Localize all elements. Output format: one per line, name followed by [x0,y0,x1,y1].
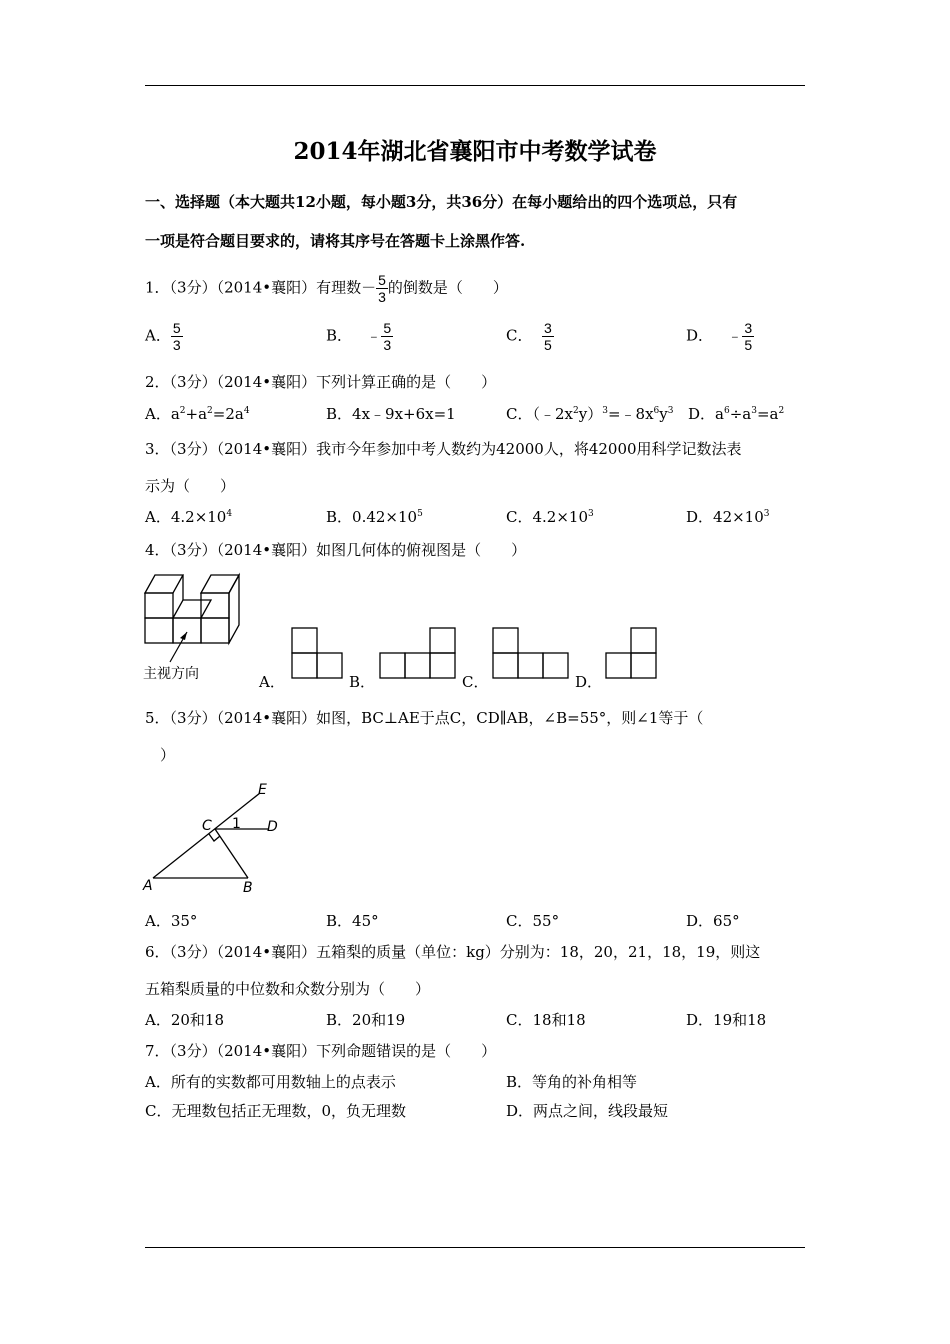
q7-option-a[interactable]: A．所有的实数都可用数轴上的点表示 [145,1073,396,1091]
question-5-line1: 5．（3分）（2014•襄阳）如图，BC⊥AE于点C，CD∥AB，∠B=55°，则∠1等于（ [145,709,704,727]
q4-option-a-figure[interactable] [290,627,346,679]
q5-geometry-figure [140,780,300,898]
q4-option-d-figure[interactable] [604,627,660,679]
q4-option-d-label[interactable]: D． [575,673,603,691]
q6-option-d[interactable]: D．19和18 [686,1011,767,1029]
q4-figure-caption: 主视方向 [143,666,199,682]
q5-label-b: B [243,880,253,896]
q7-option-b[interactable]: B．等角的补角相等 [506,1073,638,1091]
q1-option-a[interactable]: A． $\frac{5}{3}$ [145,320,181,353]
question-7: 7．（3分）（2014•襄阳）下列命题错误的是（ ） [145,1042,497,1060]
q6-option-a[interactable]: A．20和18 [145,1011,225,1029]
q1-option-b[interactable]: B． ﹣ $\frac{5}{3}$ [326,320,392,353]
q6-option-b[interactable]: B．20和19 [326,1011,406,1029]
header-rule [145,85,805,86]
q6-option-c[interactable]: C．18和18 [506,1011,586,1029]
q5-label-e: E [258,782,267,798]
q3-option-d[interactable]: D．$42\times 10^3$ [686,508,770,526]
q2-option-b[interactable]: B．4x﹣9x+6x=1 [326,405,456,423]
q1-text-after: 的倒数是（ ） [387,278,508,297]
footer-rule [145,1247,805,1248]
q2-option-c[interactable]: C．$(﹣2x^2y)^3=﹣8x^6y^3$ [506,405,674,423]
q7-option-d[interactable]: D．两点之间，线段最短 [506,1102,669,1120]
q1-text-before: 1．（3分）（2014•襄阳）有理数－ [145,278,377,297]
q4-option-b-figure[interactable] [378,627,460,679]
q3-option-a[interactable]: A．$4.2\times 10^4$ [145,508,233,526]
page-title: 2014年湖北省襄阳市中考数学试卷 [293,138,657,165]
q3-option-b[interactable]: B．$0.42\times 10^5$ [326,508,423,526]
question-4: 4．（3分）（2014•襄阳）如图几何体的俯视图是（ ） [145,541,527,559]
q1-option-c[interactable]: C． $\frac{3}{5}$ [506,320,552,353]
q5-option-d[interactable]: D．65° [686,912,740,930]
q4-option-a-label[interactable]: A． [259,673,285,691]
question-3-line1: 3．（3分）（2014•襄阳）我市今年参加中考人数约为42000人，将42000用科学记数法表 [145,440,742,458]
section-heading-line2: 一项是符合题目要求的，请将其序号在答题卡上涂黑作答. [145,232,526,250]
q5-label-d: D [267,819,278,835]
q4-option-c-figure[interactable] [491,627,573,679]
q3-option-c[interactable]: C．$4.2\times 10^3$ [506,508,594,526]
section-heading-line1: 一、选择题（本大题共12小题，每小题3分，共36分）在每小题给出的四个选项总，只有 [145,193,738,211]
q4-option-b-label[interactable]: B． [349,673,376,691]
q5-label-angle-1: 1 [232,816,241,832]
q5-option-a[interactable]: A．35° [145,912,198,930]
q5-option-b[interactable]: B．45° [326,912,379,930]
q4-solid-figure [140,570,250,685]
q1-option-d[interactable]: D． ﹣ $\frac{3}{5}$ [686,320,753,353]
question-2: 2．（3分）（2014•襄阳）下列计算正确的是（ ） [145,373,497,391]
q4-option-c-label[interactable]: C． [462,673,489,691]
q1-fraction: $\frac{5}{3}$ [378,272,386,305]
question-6-line2: 五箱梨质量的中位数和众数分别为（ ） [145,980,431,998]
question-5-line2: ） [160,746,176,764]
question-6-line1: 6．（3分）（2014•襄阳）五箱梨的质量（单位：kg）分别为：18，20，21，18，19，则这 [145,943,761,961]
q2-option-d[interactable]: D．$a^6\div a^3=a^2$ [688,405,785,423]
q5-option-c[interactable]: C．55° [506,912,560,930]
q5-label-a: A [143,878,153,894]
q2-option-a[interactable]: A．$a^2+a^2=2a^4$ [145,405,250,423]
q5-label-c: C [202,818,212,834]
question-3-line2: 示为（ ） [145,477,236,495]
question-1 [145,272,508,305]
q7-option-c[interactable]: C．无理数包括正无理数，0，负无理数 [145,1102,407,1120]
